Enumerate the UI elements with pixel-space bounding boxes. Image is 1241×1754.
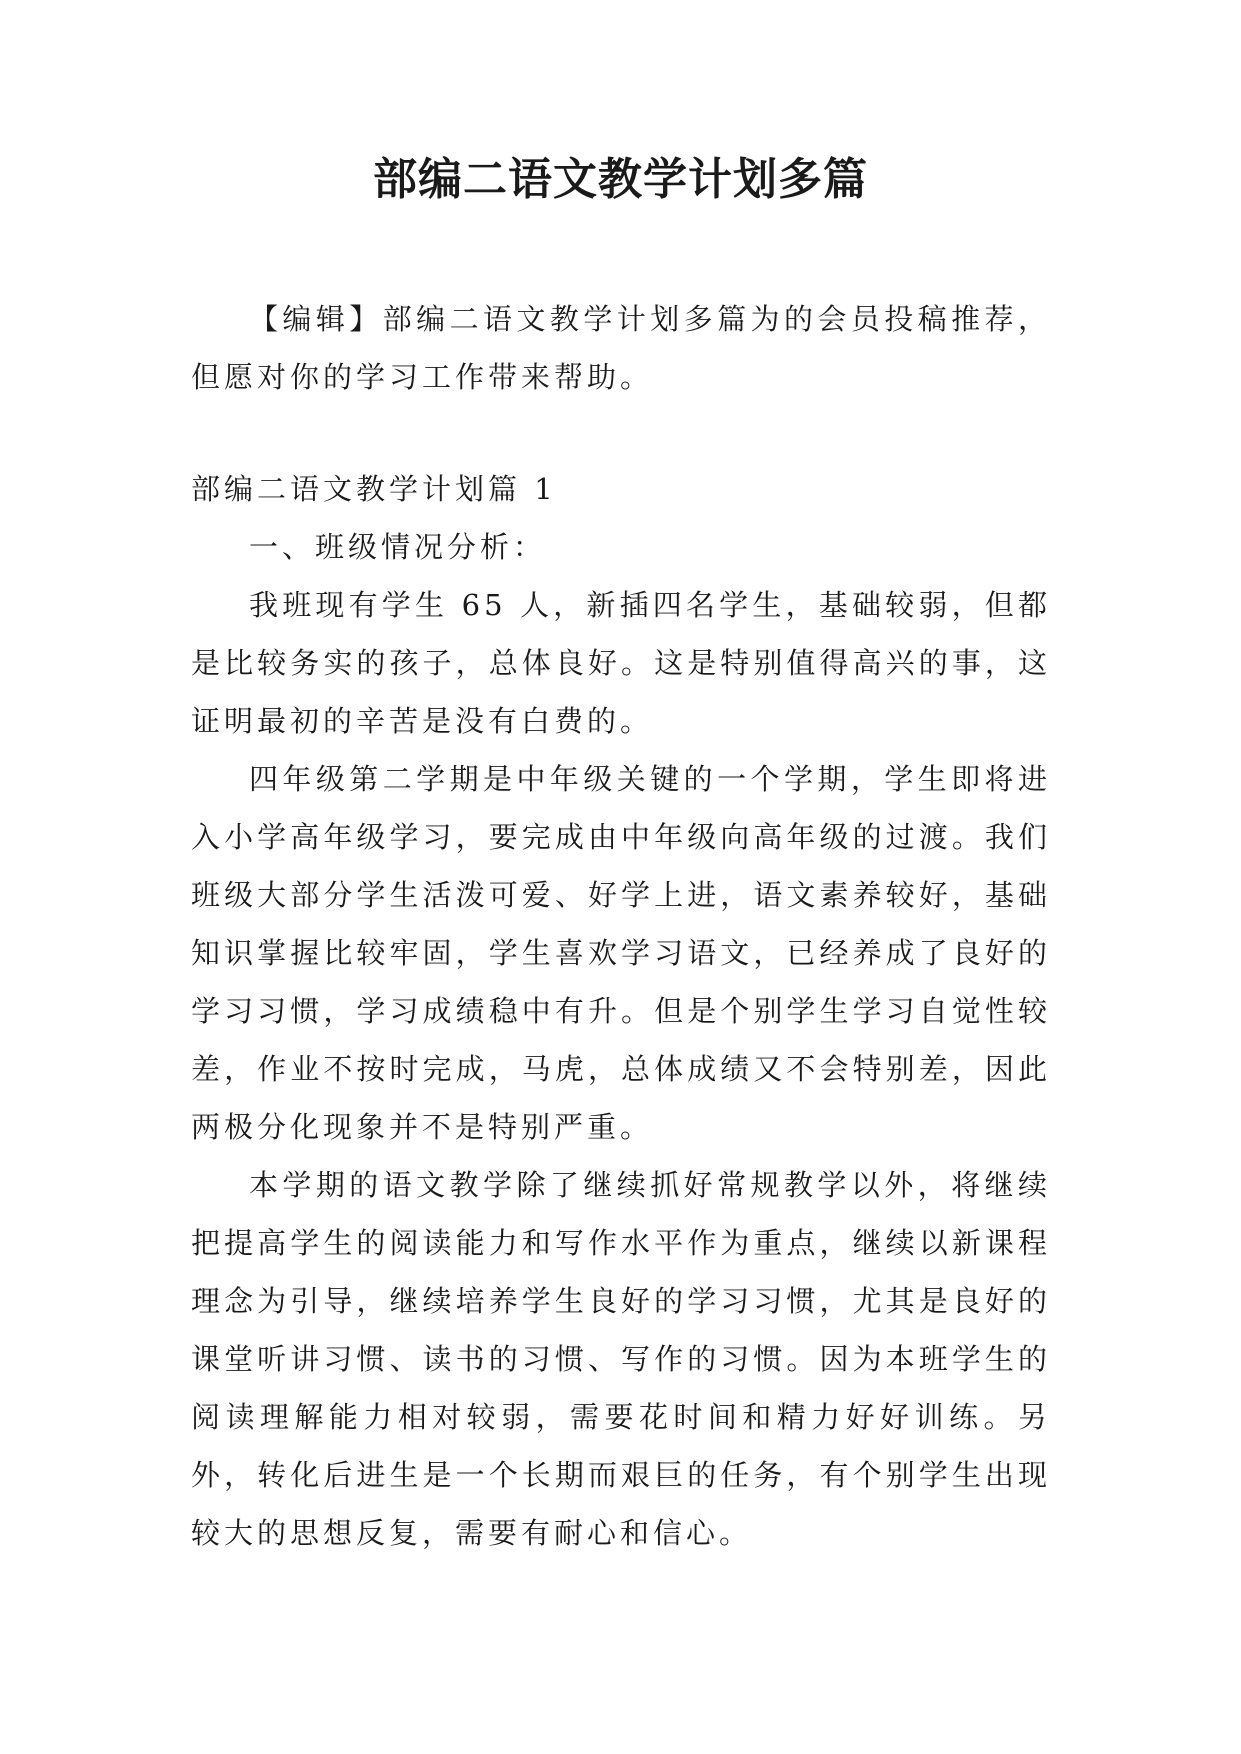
intro-paragraph: 【编辑】部编二语文教学计划多篇为的会员投稿推荐，但愿对你的学习工作带来帮助。 bbox=[191, 302, 1051, 394]
document-title: 部编二语文教学计划多篇 bbox=[373, 154, 868, 205]
body-paragraph: 我班现有学生 65 人，新插四名学生，基础较弱，但都是比较务实的孩子，总体良好。这是特别值得高兴的事，这证明最初的辛苦是没有白费的。 bbox=[191, 588, 1051, 738]
section-subheading: 一、班级情况分析： bbox=[249, 530, 547, 564]
body-paragraph: 本学期的语文教学除了继续抓好常规教学以外，将继续把提高学生的阅读能力和写作水平作为重点，继续以新课程理念为引导，继续培养学生良好的学习习惯，尤其是良好的课堂听讲习惯、读书的习惯、写作的习惯。因为本班学生的阅读理解能力相对较弱，需要花时间和精力好好训练。另外，转化后进生是一个长期而艰巨的任务，有个别学生出现较大的思想反复，需要有耐心和信心。 bbox=[191, 1168, 1051, 1550]
body-paragraph: 四年级第二学期是中年级关键的一个学期，学生即将进入小学高年级学习，要完成由中年级向高年级的过渡。我们班级大部分学生活泼可爱、好学上进，语文素养较好，基础知识掌握比较牢固，学生喜欢学习语文，已经养成了良好的学习习惯，学习成绩稳中有升。但是个别学生学习自觉性较差，作业不按时完成，马虎，总体成绩又不会特别差，因此两极分化现象并不是特别严重。 bbox=[191, 762, 1051, 1144]
article-body bbox=[191, 460, 1051, 1562]
intro-block bbox=[191, 290, 1051, 406]
section-title: 部编二语文教学计划篇 1 bbox=[191, 472, 557, 506]
